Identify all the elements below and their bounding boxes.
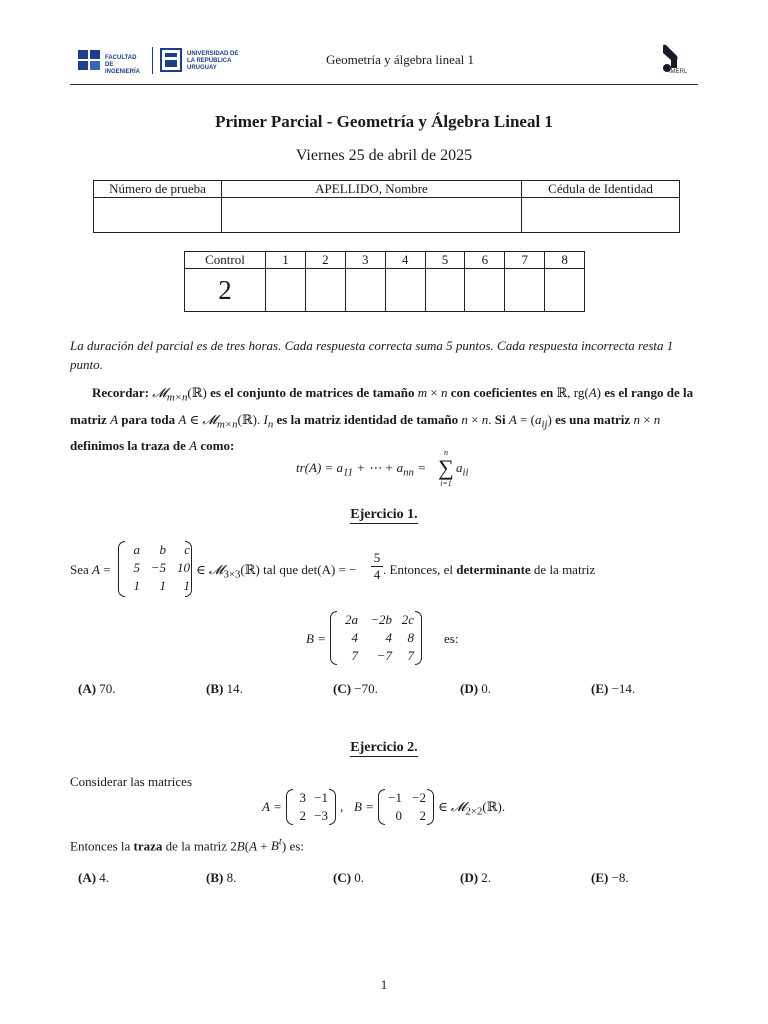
- q4-answer[interactable]: [385, 269, 425, 312]
- imerl-logo-mark-icon: [660, 44, 680, 72]
- q6-header: 6: [465, 252, 505, 269]
- fing-logo-mark-icon: [78, 47, 102, 73]
- ej1-fraction: 5 4: [371, 550, 383, 583]
- ej1-a-cell: c: [184, 542, 190, 557]
- ej1-b-cell: 8: [407, 630, 414, 645]
- fing-logo-text: FACULTAD DE INGENIERÍA: [105, 55, 141, 75]
- ej1-tal-que: tal que det(A) =: [263, 562, 346, 577]
- ej1-b-cell: −7: [376, 648, 392, 663]
- ej2-matrix-a: [286, 789, 336, 825]
- udelar-logo-mark-icon: [160, 47, 182, 73]
- ej2-a-cell: −1: [314, 790, 328, 805]
- q1-header: 1: [266, 252, 306, 269]
- reminder-text-1: es el conjunto de matrices de tamaño: [210, 385, 415, 400]
- ej2-option-e[interactable]: [591, 870, 629, 886]
- control-header: Control: [185, 252, 266, 269]
- ej1-options: [78, 681, 698, 699]
- ej2-b-cell: −2: [412, 790, 426, 805]
- option-value: −14.: [611, 681, 636, 696]
- ej1-option-c[interactable]: [333, 681, 378, 697]
- ej1-b-cell: −2b: [370, 612, 392, 627]
- ej1-a-cell: 1: [133, 578, 140, 593]
- option-value: 0.: [354, 870, 365, 885]
- q8-header: 8: [545, 252, 585, 269]
- ej2-question: Entonces la traza de la matriz $2B(A + B^t)$ es:: [70, 836, 304, 854]
- control-value: 2: [185, 269, 266, 312]
- control-table: [184, 251, 585, 312]
- q7-answer[interactable]: [505, 269, 545, 312]
- option-label: (C): [333, 681, 352, 696]
- trace-formula: $tr(A) = a_{11}$ + ⋯ + $a_{nn}$ = n ∑ i=1 $a_{ii}$: [296, 448, 469, 488]
- exam-instructions: La duración del parcial es de tres horas. Cada respuesta correcta suma 5 puntos. Cada respuesta incorrecta resta 1 punto.: [70, 338, 674, 372]
- ej1-de-la-matriz: de la matriz: [533, 562, 596, 577]
- ej1-a-cell: 1: [183, 578, 190, 593]
- option-label: (E): [591, 870, 609, 885]
- q5-header: 5: [425, 252, 465, 269]
- ej2-traza: traza: [133, 838, 163, 854]
- exercise-1-title: [0, 507, 768, 523]
- page-number: 1: [380, 977, 388, 992]
- q5-answer[interactable]: [425, 269, 465, 312]
- ej2-a-cell: −3: [314, 808, 328, 823]
- course-header: Geometría y álgebra lineal 1: [326, 52, 474, 67]
- reminder-text-4: para toda: [121, 411, 176, 427]
- reminder-text-7: es una matriz: [555, 411, 631, 427]
- ej2-a-cell: 2: [299, 808, 306, 823]
- ej1-sea: Sea: [70, 562, 89, 577]
- q8-answer[interactable]: [545, 269, 585, 312]
- ej1-a-cell: b: [159, 542, 166, 557]
- ej1-b-cell: 4: [351, 630, 358, 645]
- ej1-a-cell: 10: [177, 560, 190, 575]
- ej1-es: es:: [444, 631, 459, 646]
- ej2-matrices: A = 3 −1 2 −3 , B = −1 −2 0 2 ∈ 𝓜$_{2\times 2}$(ℝ).: [262, 790, 506, 823]
- reminder-text-8: definimos la traza de: [70, 438, 186, 454]
- option-value: 2.: [481, 870, 492, 885]
- option-label: (A): [78, 681, 97, 696]
- ej1-a-cell: 1: [159, 578, 166, 593]
- fing-logo: [78, 47, 148, 73]
- ej1-matrix-a: [118, 541, 192, 597]
- reminder-paragraph: Recordar: 𝓜$_{m\times n}$(ℝ) es el conjunto de matrices de tamaño m × n con coeficientes en ℝ, rg(A) es el rango de la matriz A para toda A ∈ 𝓜$_{m\times n}$(ℝ). $I_n$ es la matriz identidad de tamaño n × n. Si $A = (a_{ij})$ es una matriz n × n definimos la traza de A como:: [70, 385, 694, 454]
- ej2-option-d[interactable]: [460, 870, 491, 886]
- header-rule: [70, 84, 698, 85]
- imerl-logo: [660, 44, 694, 78]
- option-value: 0.: [481, 681, 492, 696]
- reminder-label: Recordar:: [92, 385, 150, 400]
- option-label: (A): [78, 870, 97, 885]
- reminder-text-9: como:: [200, 438, 235, 454]
- header-name: APELLIDO, Nombre: [222, 181, 522, 198]
- option-value: 14.: [226, 681, 243, 696]
- udelar-logo: [160, 47, 240, 73]
- ej1-a-cell: −5: [150, 560, 166, 575]
- reminder-text-3: es el rango de la matriz: [70, 385, 694, 427]
- ej1-entonces: . Entonces, el: [383, 562, 454, 577]
- option-value: 8.: [226, 870, 237, 885]
- option-label: (B): [206, 870, 224, 885]
- ej2-es: es:: [289, 838, 304, 854]
- option-value: −70.: [354, 681, 378, 696]
- ej1-matrix-b-block: B = 2a −2b 2c 4 4 8 7 −7 7 es:: [306, 612, 459, 663]
- header-id-card: Cédula de Identidad: [522, 181, 680, 198]
- ej2-de-la-matriz: de la matriz: [165, 838, 228, 854]
- ej1-b-cell: 2c: [401, 612, 414, 627]
- ej2-option-a[interactable]: [78, 870, 109, 886]
- reminder-text-5: es la matriz identidad de tamaño: [276, 411, 459, 427]
- exam-title: Primer Parcial - Geometría y Álgebra Lineal 1: [215, 112, 553, 131]
- option-label: (E): [591, 681, 609, 696]
- ej1-b-cell: 7: [407, 648, 414, 663]
- q3-header: 3: [345, 252, 385, 269]
- reminder-text-6: Si: [494, 411, 506, 427]
- q4-header: 4: [385, 252, 425, 269]
- ej2-considerar: Considerar las matrices: [70, 774, 193, 789]
- option-label: (C): [333, 870, 352, 885]
- ej1-option-e[interactable]: [591, 681, 635, 697]
- ej1-b-cell: 2a: [345, 612, 358, 627]
- ej2-option-c[interactable]: [333, 870, 364, 886]
- ej1-option-a[interactable]: [78, 681, 116, 697]
- exercise-2-title: [0, 740, 768, 756]
- ej2-b-cell: 2: [419, 808, 426, 823]
- option-label: (D): [460, 870, 479, 885]
- ej2-entonces: Entonces la: [70, 838, 131, 854]
- option-value: −8.: [611, 870, 629, 885]
- exercise-1-title-text: Ejercicio 1.: [350, 507, 418, 522]
- header-test-number: Número de prueba: [94, 181, 222, 198]
- reminder-text-2: con coeficientes en: [450, 385, 554, 400]
- ej2-options: [78, 870, 698, 888]
- exercise-1-statement: Sea A = a b c 5 −5 10 1 1 1 ∈ 𝓜$_{3\times 3}$(ℝ) tal que det(A) = − 5 4 . Entonces, el determinante de la matriz: [70, 541, 710, 599]
- option-value: 4.: [99, 870, 110, 885]
- ej2-b-cell: −1: [388, 790, 402, 805]
- q2-answer[interactable]: [305, 269, 345, 312]
- ej1-matrix-b: [330, 611, 422, 665]
- q3-answer[interactable]: [345, 269, 385, 312]
- option-label: (D): [460, 681, 479, 696]
- ej2-matrix-b: [378, 789, 434, 825]
- ej1-b-cell: 4: [385, 630, 392, 645]
- imerl-logo-text: IMERL: [669, 69, 688, 75]
- ej1-option-d[interactable]: [460, 681, 491, 697]
- ej2-b-cell: 0: [395, 808, 402, 823]
- option-value: 70.: [99, 681, 116, 696]
- logo-divider: [152, 47, 153, 74]
- q7-header: 7: [505, 252, 545, 269]
- q6-answer[interactable]: [465, 269, 505, 312]
- student-id-table: [93, 180, 680, 233]
- q2-header: 2: [305, 252, 345, 269]
- exam-date: Viernes 25 de abril de 2025: [295, 147, 473, 164]
- udelar-logo-text: UNIVERSIDAD DE LA REPÚBLICA URUGUAY: [187, 51, 239, 71]
- ej1-determinante: determinante: [456, 562, 531, 577]
- ej1-option-b[interactable]: [206, 681, 243, 697]
- q1-answer[interactable]: [266, 269, 306, 312]
- option-label: (B): [206, 681, 224, 696]
- ej2-option-b[interactable]: [206, 870, 236, 886]
- ej2-a-cell: 3: [299, 790, 306, 805]
- ej1-a-cell: a: [133, 542, 140, 557]
- ej1-b-cell: 7: [351, 648, 358, 663]
- id-card-field[interactable]: [522, 198, 680, 233]
- ej1-a-cell: 5: [133, 560, 140, 575]
- test-number-field[interactable]: [94, 198, 222, 233]
- exercise-2-title-text: Ejercicio 2.: [350, 740, 418, 755]
- name-field[interactable]: [222, 198, 522, 233]
